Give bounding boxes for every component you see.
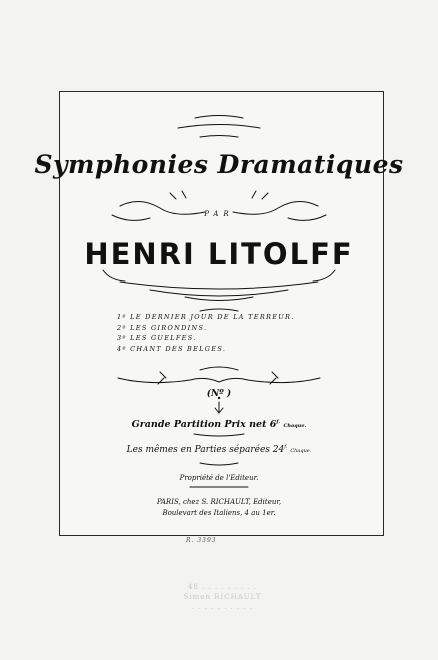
parties-label: Les mêmes en Parties séparées 24	[126, 445, 285, 455]
stamp-line-2: Simon RICHAULT	[183, 593, 262, 601]
ornament-opus-drop	[215, 402, 223, 413]
work-item-3: 3º LES GUELFES.	[117, 334, 197, 342]
parties-suffix: Chaque.	[290, 448, 312, 454]
grande-partition-price	[0, 419, 438, 430]
propriete-editeur: Propriété de l'Editeur.	[179, 474, 259, 482]
ornament-divider-1	[194, 434, 244, 436]
score-title: Symphonies Dramatiques	[34, 150, 404, 179]
ornament-top-3	[200, 136, 238, 138]
parties-separees-price	[0, 444, 438, 455]
ornament-works-top	[200, 309, 238, 311]
ornament-top-2	[178, 125, 260, 129]
ornament-top-1	[195, 116, 243, 119]
ornament-par-left-ticks	[170, 191, 186, 199]
stamp-line-3: . . . . . . . . . .	[191, 603, 254, 611]
ornament-composer-2	[150, 290, 288, 296]
composer-name: HENRI LITOLFF	[84, 237, 354, 271]
publisher-address	[0, 497, 438, 519]
partition-label: Grande Partition Prix net 6	[131, 419, 277, 431]
ornament-composer-1	[120, 282, 318, 289]
ornament-composer-right	[313, 270, 335, 281]
partition-suffix: Chaque.	[283, 423, 307, 430]
work-item-1: 1º LE DERNIER JOUR DE LA TERREUR.	[117, 313, 295, 321]
works-list	[117, 312, 337, 354]
par-label: PAR	[204, 210, 234, 218]
work-item-2: 2º LES GIRONDINS.	[117, 323, 208, 332]
ornament-divider-2	[200, 463, 238, 465]
ornament-composer-left	[103, 270, 125, 281]
ornament-par-right-ticks	[252, 191, 268, 199]
ornament-opus-top	[200, 367, 238, 370]
stamp-line-1: 48 . . . . . . . . .	[188, 583, 257, 591]
plate-number: R. 3393	[186, 537, 217, 544]
partition-unit: f.	[276, 419, 281, 425]
publisher-line-1: PARIS, chez S. RICHAULT, Editeur,	[156, 498, 282, 506]
ornament-composer-3	[185, 297, 253, 301]
publisher-line-2: Boulevart des Italiens, 4 au 1er.	[162, 509, 276, 517]
work-item-4: 4º CHANT DES BELGES.	[117, 344, 227, 353]
opus-number: (Nº )	[206, 389, 232, 399]
parties-unit: f.	[284, 444, 288, 450]
faded-stamp	[150, 582, 295, 612]
ornament-opus-line	[118, 378, 320, 383]
